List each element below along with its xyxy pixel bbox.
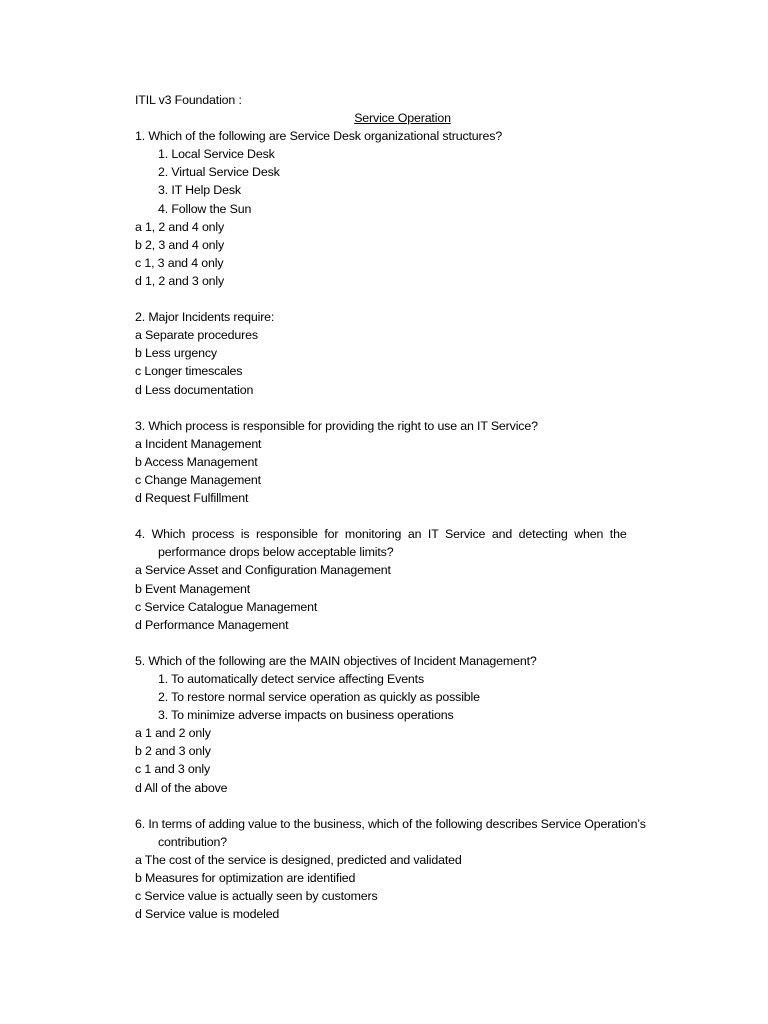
answer-option: b 2 and 3 only: [135, 744, 211, 759]
answer-option: d All of the above: [135, 780, 228, 795]
answer-option: b 2, 3 and 4 only: [135, 237, 225, 252]
spacer: [135, 507, 678, 525]
question-item: 1. Local Service Desk: [158, 147, 275, 162]
answer-option: a Incident Management: [135, 436, 262, 451]
answer-option: b Measures for optimization are identified: [135, 871, 356, 886]
question-item: 2. Virtual Service Desk: [158, 165, 280, 180]
question-item: 1. To automatically detect service affecting Events: [158, 672, 425, 686]
answer-option: d Request Fulfillment: [135, 491, 249, 506]
question-6: [135, 815, 678, 924]
spacer: [135, 797, 678, 815]
answer-option: c 1, 3 and 4 only: [135, 255, 224, 270]
question-text: 2. Major Incidents require:: [135, 310, 275, 325]
document-header: ITIL v3 Foundation :: [135, 93, 242, 107]
answer-option: b Event Management: [135, 581, 251, 596]
answer-option: d Performance Management: [135, 617, 289, 632]
answer-option: a 1 and 2 only: [135, 726, 211, 741]
question-item: 2. To restore normal service operation as quickly as possible: [158, 690, 480, 705]
answer-option: c Service value is actually seen by customers: [135, 889, 378, 904]
answer-option: a Separate procedures: [135, 328, 258, 343]
answer-option: c Service Catalogue Management: [135, 599, 318, 614]
question-text-line-2: contribution?: [158, 834, 227, 849]
spacer: [135, 634, 678, 652]
answer-option: d Service value is modeled: [135, 907, 280, 922]
question-text-line-2: performance drops below acceptable limits?: [158, 545, 394, 560]
question-text: 5. Which of the following are the MAIN objectives of Incident Management?: [135, 653, 537, 668]
question-text: 1. Which of the following are Service Desk organizational structures?: [135, 129, 503, 144]
question-item: 4. Follow the Sun: [158, 201, 252, 216]
question-1: [135, 127, 678, 290]
answer-option: b Less urgency: [135, 346, 217, 361]
answer-option: c Longer timescales: [135, 364, 243, 379]
section-title: Service Operation: [354, 111, 451, 126]
question-4: [135, 525, 678, 634]
answer-option: d 1, 2 and 3 only: [135, 273, 225, 288]
answer-option: a Service Asset and Configuration Management: [135, 563, 391, 578]
question-item: 3. IT Help Desk: [158, 183, 241, 198]
spacer: [135, 290, 678, 308]
answer-option: c Change Management: [135, 472, 261, 487]
question-5: [135, 652, 678, 797]
question-item: 3. To minimize adverse impacts on business operations: [158, 708, 454, 723]
question-text-line-1: 4. Which process is responsible for monitoring an IT Service and detecting when the: [135, 527, 627, 542]
answer-option: a 1, 2 and 4 only: [135, 219, 225, 234]
question-2: [135, 308, 678, 398]
answer-option: d Less documentation: [135, 382, 254, 397]
question-text-line-1: 6. In terms of adding value to the business, which of the following describes Service Operation’s: [135, 816, 646, 831]
answer-option: a The cost of the service is designed, predicted and validated: [135, 852, 462, 867]
answer-option: b Access Management: [135, 454, 258, 469]
question-3: [135, 417, 678, 507]
question-text: 3. Which process is responsible for providing the right to use an IT Service?: [135, 418, 538, 433]
answer-option: c 1 and 3 only: [135, 762, 211, 777]
spacer: [135, 399, 678, 417]
